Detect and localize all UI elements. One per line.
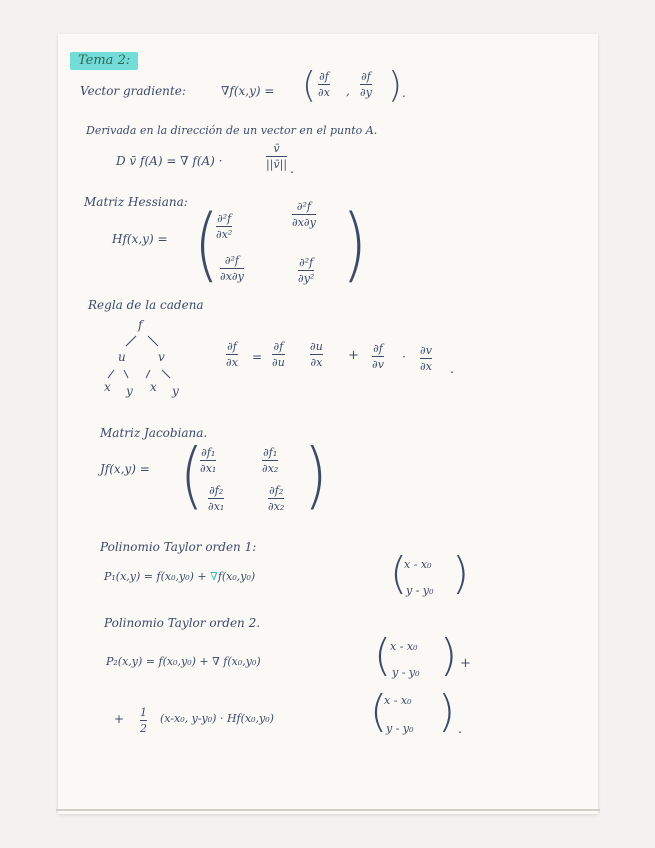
hessian-a11 bbox=[216, 212, 232, 241]
gradient-end: . bbox=[402, 86, 406, 100]
taylor1-label: Polinomio Taylor orden 1: bbox=[100, 540, 257, 554]
chain-tree-y2: y bbox=[172, 384, 179, 398]
directional-label: Derivada en la dirección de un vector en el punto A. bbox=[86, 124, 378, 137]
taylor2-left-paren-1: ( bbox=[374, 630, 392, 681]
gradient-separator: , bbox=[346, 84, 350, 98]
gradient-right-paren: ) bbox=[388, 65, 403, 106]
taylor2-label: Polinomio Taylor orden 2. bbox=[104, 616, 261, 630]
taylor2-half-num: 1 bbox=[140, 706, 147, 719]
taylor2-half bbox=[140, 706, 147, 735]
chain-dot: · bbox=[402, 350, 406, 364]
chain-f2-num: ∂f bbox=[273, 340, 284, 353]
hessian-label: Matriz Hessiana: bbox=[84, 195, 188, 209]
hessian-a22 bbox=[298, 256, 314, 285]
chain-tree-x2: x bbox=[150, 380, 157, 394]
hessian-a22-num: ∂²f bbox=[299, 256, 314, 269]
taylor2-vec2-bottom: y - y₀ bbox=[386, 722, 414, 735]
directional-num: v̄ bbox=[273, 142, 280, 155]
chain-tree-root: f bbox=[138, 318, 143, 332]
gradient-den-x: ∂x bbox=[318, 86, 330, 99]
hessian-a21-num: ∂²f bbox=[224, 254, 239, 267]
taylor2-plus: + bbox=[460, 656, 471, 671]
gradient-left-paren: ( bbox=[302, 65, 317, 106]
hessian-left-paren: ( bbox=[194, 198, 219, 292]
chain-dv-dx bbox=[420, 344, 432, 373]
chain-f3-den: ∂x bbox=[310, 356, 323, 369]
hessian-lhs: Hf(x,y) = bbox=[112, 232, 168, 246]
chain-tree-u: u bbox=[118, 350, 126, 364]
jacobian-a22-num: ∂f₂ bbox=[269, 484, 284, 497]
chain-f2-den: ∂u bbox=[272, 356, 285, 369]
chain-df-dx bbox=[226, 340, 238, 369]
chain-tree-y1: y bbox=[126, 384, 133, 398]
chain-df-dv bbox=[372, 342, 384, 371]
chain-f5-den: ∂x bbox=[420, 360, 432, 373]
directional-end: . bbox=[290, 162, 294, 176]
gradient-fraction-x bbox=[318, 70, 330, 99]
taylor1-formula-c: f(x₀,y₀) bbox=[217, 570, 256, 583]
hessian-a11-den: ∂x² bbox=[216, 228, 233, 241]
jacobian-left-paren: ( bbox=[180, 434, 204, 518]
chain-f4-den: ∂v bbox=[372, 358, 384, 371]
hessian-a21 bbox=[220, 254, 244, 283]
hessian-a21-den: ∂x∂y bbox=[220, 270, 244, 283]
chain-equals: = bbox=[252, 350, 263, 364]
chain-df-du bbox=[272, 340, 285, 369]
hessian-a12-num: ∂²f bbox=[296, 200, 311, 213]
jacobian-label: Matriz Jacobiana. bbox=[100, 426, 208, 440]
jacobian-a21-den: ∂x₁ bbox=[208, 500, 225, 513]
taylor2-vec-top: x - x₀ bbox=[390, 640, 418, 653]
taylor1-vec-bottom: y - y₀ bbox=[406, 584, 434, 597]
jacobian-a11-den: ∂x₁ bbox=[200, 462, 217, 475]
chain-f4-num: ∂f bbox=[373, 342, 383, 355]
taylor1-left-paren: ( bbox=[390, 548, 408, 599]
jacobian-a22-den: ∂x₂ bbox=[268, 500, 285, 513]
notebook-page bbox=[58, 34, 598, 814]
page-edge-divider bbox=[56, 809, 600, 811]
gradient-fraction-y bbox=[360, 70, 372, 99]
directional-fraction bbox=[266, 142, 287, 171]
chain-du-dx bbox=[310, 340, 323, 369]
taylor1-right-paren: ) bbox=[452, 548, 470, 599]
hessian-right-paren: ) bbox=[342, 198, 367, 292]
taylor1-formula-a: P₁(x,y) = f(x₀,y₀) + bbox=[104, 570, 211, 583]
taylor2-vec2-top: x - x₀ bbox=[384, 694, 412, 707]
jacobian-a11 bbox=[200, 446, 216, 475]
chain-f1-den: ∂x bbox=[226, 356, 238, 369]
taylor2-line2-plus: + bbox=[114, 712, 125, 726]
taylor2-end: . bbox=[458, 722, 462, 736]
gradient-den-y: ∂y bbox=[360, 86, 372, 99]
gradient-lhs: ∇f(x,y) = bbox=[221, 84, 275, 98]
page-title: Tema 2: bbox=[70, 52, 138, 70]
jacobian-lhs: Jf(x,y) = bbox=[100, 462, 150, 476]
taylor2-vec-bottom: y - y₀ bbox=[392, 666, 420, 679]
taylor2-right-paren-2: ) bbox=[438, 686, 456, 737]
chain-plus: + bbox=[348, 348, 359, 363]
chain-tree-v: v bbox=[158, 350, 165, 364]
gradient-num-x: ∂f bbox=[319, 70, 329, 83]
taylor2-half-den: 2 bbox=[140, 722, 147, 735]
chain-f1-num: ∂f bbox=[227, 340, 237, 353]
directional-den: ||v̄|| bbox=[266, 158, 288, 171]
taylor1-vec-top: x - x₀ bbox=[404, 558, 432, 571]
chain-f3-num: ∂u bbox=[310, 340, 323, 353]
chain-f5-num: ∂v bbox=[420, 344, 432, 357]
taylor2-right-paren-1: ) bbox=[440, 630, 458, 681]
taylor2-formula: P₂(x,y) = f(x₀,y₀) + ∇ f(x₀,y₀) bbox=[106, 655, 261, 668]
directional-lhs: D v̄ f(A) = ∇ f(A) · bbox=[116, 154, 223, 168]
chain-end: . bbox=[450, 362, 454, 376]
jacobian-a12-den: ∂x₂ bbox=[262, 462, 279, 475]
jacobian-a12-num: ∂f₁ bbox=[263, 446, 278, 459]
chain-label: Regla de la cadena bbox=[88, 298, 204, 312]
jacobian-a21-num: ∂f₂ bbox=[209, 484, 224, 497]
hessian-a22-den: ∂y² bbox=[298, 272, 315, 285]
hessian-a11-num: ∂²f bbox=[217, 212, 232, 225]
taylor1-formula bbox=[104, 570, 255, 583]
jacobian-right-paren: ) bbox=[304, 434, 328, 518]
hessian-a12-den: ∂x∂y bbox=[292, 216, 316, 229]
gradient-num-y: ∂f bbox=[361, 70, 371, 83]
taylor1-nabla: ∇ bbox=[210, 570, 218, 583]
taylor2-left-paren-2: ( bbox=[370, 686, 388, 737]
jacobian-a12 bbox=[262, 446, 278, 475]
jacobian-a11-num: ∂f₁ bbox=[201, 446, 216, 459]
chain-tree-x1: x bbox=[104, 380, 111, 394]
hessian-a12 bbox=[292, 200, 316, 229]
gradient-label: Vector gradiente: bbox=[80, 84, 186, 98]
taylor2-line2: (x-x₀, y-y₀) · Hf(x₀,y₀) bbox=[160, 712, 274, 725]
jacobian-a21 bbox=[208, 484, 224, 513]
chain-tree bbox=[100, 318, 200, 404]
jacobian-a22 bbox=[268, 484, 284, 513]
